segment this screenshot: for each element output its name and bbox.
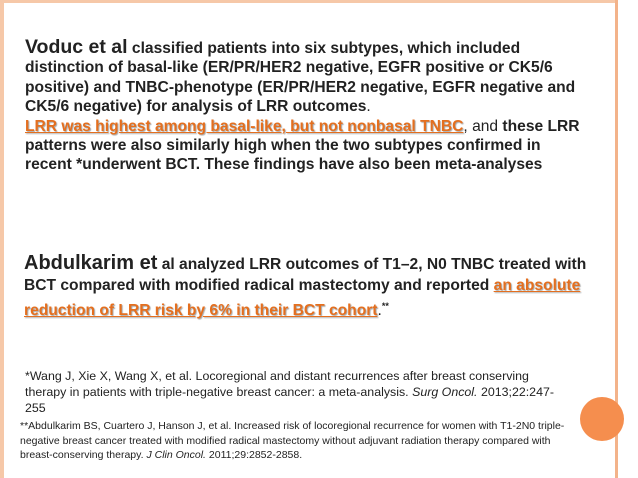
author-abdulkarim: Abdulkarim et [24,252,158,274]
para1-period: . [366,98,371,116]
ref1-journal: Surg Oncol. [412,385,478,400]
ref2-tail: 2011;29:2852-2858. [205,449,303,462]
paragraph-voduc [25,38,590,175]
reference-wang [25,368,565,417]
para2-text1: al analyzed LRR outcomes of T1–2, N0 TNBC treated with BCT compared with modified radical mastectomy and reported [24,256,587,294]
para1-highlight: LRR was highest among basal-like, but not nonbasal TNBC [25,117,464,135]
author-voduc: Voduc et al [25,36,128,58]
ref1-tail: 2013;22:247-255 [25,385,554,416]
ref2-journal: J Clin Oncol. [146,449,206,462]
paragraph-abdulkarim [24,253,609,322]
para1-text2: these LRR patterns were also similarly high when the two subtypes confirmed in recent *underwent BCT. These findings have also been meta-analyses [25,117,580,174]
ref1-text: *Wang J, Xie X, Wang X, et al. Locoregional and distant recurrences after breast conserving therapy in patients with triple-negative breast cancer: a meta-analysis. [25,369,529,400]
para2-highlight: an absolute reduction of LRR risk by 6% in their BCT cohort [24,276,581,320]
para2-footnote-mark: ** [381,301,389,311]
reference-abdulkarim [20,419,580,463]
para2-period: . [377,302,382,320]
slide-frame-top [0,0,618,3]
ref2-text: **Abdulkarim BS, Cuartero J, Hanson J, et al. Increased risk of locoregional recurrence for women with T1-2N0 triple-negative breast cancer treated with modified radical mastectomy without adjuvant radiation therapy compared with breast-conserving therapy. [20,420,565,462]
slide-frame-left [0,0,4,478]
decorative-circle [580,397,624,441]
para1-text1: classified patients into six subtypes, which included distinction of basal-like (ER/PR/HER2 negative, EGFR positive or CK5/6 positive) and TNBC-phenotype (ER/PR/HER2 negative, EGFR negative and CK5/6 negative) for analysis of LRR outcomes [25,40,576,116]
para1-comma-and: , and [463,117,503,135]
